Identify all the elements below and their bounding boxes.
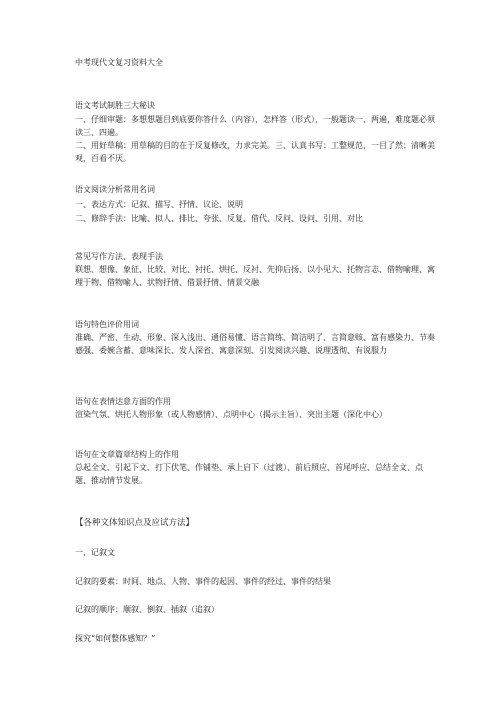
section-heading-bracketed: 【各种文体知识点及应试方法】: [75, 518, 195, 528]
section-heading: 语句特色评价用词: [75, 320, 139, 329]
section-paragraph: 准确、严密、生动、形象、深入浅出、通俗易懂、语言简练、简洁明了、言简意赅、富有感染力、节奏感强、委婉含蓄、意味深长、发人深省、寓意深刻、引发阅读兴趣、说理透彻、有说服力: [75, 333, 435, 355]
section-paragraph: 一、仔细审题：多想想题目到底要你答什么（内容），怎样答（形式），一般题读一、两遍，难度题必须读三、四遍。: [75, 115, 435, 137]
section-line: 记叙的要素：时间、地点、人物、事件的起因、事件的经过、事件的结果: [75, 577, 331, 586]
section-heading: 语句在文章篇章结构上的作用: [75, 450, 179, 459]
section-paragraph: 总起全文、引起下文、打下伏笔、作铺垫、承上启下（过渡）、前后照应、首尾呼应、总结全文、点题、推动情节发展。: [75, 463, 423, 485]
section-heading: 语句在表情达意方面的作用: [75, 397, 171, 406]
section-paragraph: 渲染气氛、烘托人物形象（或人物感情）、点明中心（揭示主旨）、突出主题（深化中心）: [75, 410, 387, 419]
section-line: 二、修辞手法：比喻、拟人、排比、夸张、反复、借代、反问、设问、引用、对比: [75, 214, 363, 223]
section-paragraph: 二、用好草稿：用草稿的目的在于反复修改，力求完美。三、认真书写：工整规范，一目了然；清晰美观，百看不厌。: [75, 141, 435, 163]
section-heading: 常见写作方法、表现手法: [75, 252, 163, 261]
subsection-heading: 一、记叙文: [75, 548, 115, 557]
section-line: 一、表达方式：记叙、描写、抒情、议论、说明: [75, 200, 243, 209]
section-paragraph: 联想、想像、象征、比较、对比、衬托、烘托、反衬、先抑后扬、以小见大、托物言志、借物喻理、寓理于物、借物喻人、状物抒情、借景抒情、情景交融: [75, 265, 435, 287]
section-heading: 语文考试制胜三大秘诀: [75, 101, 155, 110]
section-line: 记叙的顺序：顺叙、倒叙、插叙（追叙）: [75, 605, 219, 614]
document-title: 中考现代文复习资料大全: [75, 58, 163, 67]
section-line: 探究“如何整体感知？”: [75, 634, 156, 643]
section-heading: 语文阅读分析常用名词: [75, 185, 155, 194]
